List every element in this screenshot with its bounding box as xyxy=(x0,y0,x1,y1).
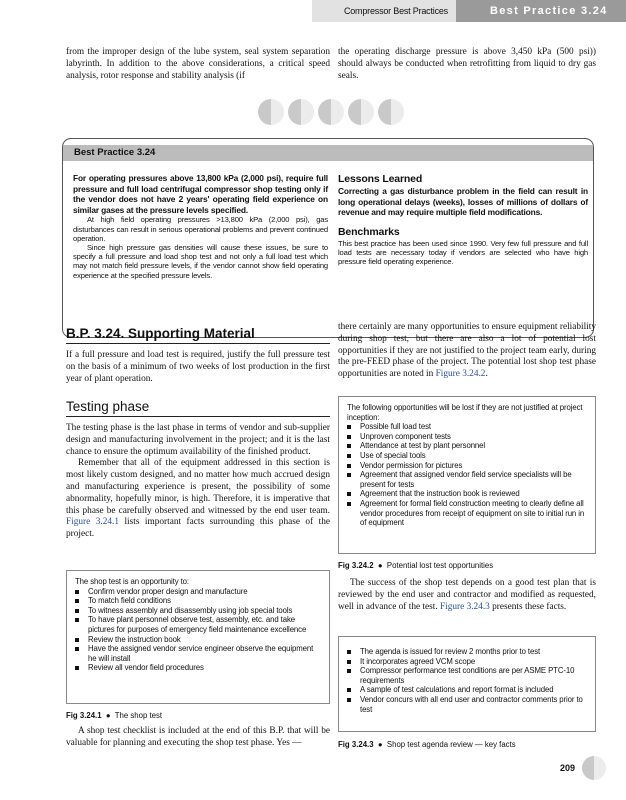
list-item xyxy=(347,441,587,451)
list-item xyxy=(347,470,587,489)
list-item-text: Vendor concurs with all end user and contractor comments prior to test xyxy=(360,694,583,714)
lessons-learned-text: Correcting a gas disturbance problem in the field can result in long operational delays (weeks), losses of millions of dollars of revenue and may require multiple field modifications. xyxy=(338,186,588,218)
bullet-icon xyxy=(347,435,351,439)
list-item-text: Review the instruction book xyxy=(88,634,181,644)
bullet-icon xyxy=(347,473,351,477)
list-item-text: Have the assigned vendor service engineer observe the equipment he will install xyxy=(88,644,314,663)
right-paragraph-2-text: The success of the shop test depends on a good test plan that is reviewed by the end user and contractor and modified as requested, well in advance of the test. xyxy=(338,578,596,612)
lessons-learned-title: Lessons Learned xyxy=(338,173,423,185)
section-label: Best Practice 3.24 xyxy=(456,0,626,22)
testing-paragraph-2-text: Remember that all of the equipment addressed in this section is most likely custom designed, and no matter how much accrued design and manufacturing experience is present, the possibility of some abnormality, hopefully minor, is high. Therefore, it is imperative that this phase be carefully observed and witnessed by the end user team. xyxy=(66,458,330,516)
list-item xyxy=(347,695,587,714)
best-practice-right-column xyxy=(338,173,588,266)
testing-paragraph-2 xyxy=(66,458,330,541)
bullet-icon xyxy=(347,650,351,654)
supporting-intro-text: If a full pressure and load test is required, justify the full pressure test on the basis of a minimum of two weeks of lost production in the first year of plant operation. xyxy=(66,350,330,384)
top-left-text: from the improper design of the lube system, seal system separation labyrinth. In addition to the above considerations, a critical speed analysis, rotor response and stability analysis (if xyxy=(66,47,330,81)
figure-3-24-3-link[interactable]: Figure 3.24.3 xyxy=(439,601,490,612)
bullet-icon xyxy=(75,599,79,603)
list-item xyxy=(75,635,321,645)
right-paragraph-1-tail: . xyxy=(485,369,488,380)
bullet-icon xyxy=(347,464,351,468)
list-item-text: Possible full load test xyxy=(360,422,431,432)
figure-3-24-3-number: Fig 3.24.3 xyxy=(338,740,374,749)
bullet-icon xyxy=(347,425,351,429)
list-item-text: Agreement that the instruction book is reviewed xyxy=(360,489,520,499)
list-item xyxy=(347,461,587,471)
list-item xyxy=(347,489,587,499)
decorative-circle-4 xyxy=(348,99,374,125)
list-item xyxy=(347,666,587,685)
list-item xyxy=(75,606,321,616)
figure-3-24-2-list xyxy=(347,422,587,528)
figure-3-24-2-box xyxy=(338,396,596,554)
list-item-text: Review all vendor field procedures xyxy=(88,663,204,673)
page-number: 209 xyxy=(560,763,576,773)
best-practice-left-column xyxy=(73,173,328,280)
bullet-icon xyxy=(347,688,351,692)
figure-3-24-2-title: Potential lost test opportunities xyxy=(386,561,494,570)
list-item-text: Compressor performance test conditions are per ASME PTC-10 requirements xyxy=(360,666,575,685)
bullet-icon xyxy=(347,454,351,458)
right-paragraph-2 xyxy=(338,578,596,613)
bullet-icon xyxy=(75,609,79,613)
list-item-text: Agreement for formal field construction meeting to clearly define all vendor procedures from receipt of equipment on site to initial run in of equipment xyxy=(360,498,585,528)
bullet-icon xyxy=(347,669,351,673)
benchmarks-title: Benchmarks xyxy=(338,225,400,238)
decorative-circle-2 xyxy=(288,99,314,125)
list-item xyxy=(75,615,321,634)
top-right-text: the operating discharge pressure is above 3,450 kPa (500 psi)) should always be conducted when retrofitting from liquid to dry gas seals. xyxy=(338,47,596,81)
testing-phase-body xyxy=(66,423,330,541)
benchmarks-text: This best practice has been used since 1990. Very few full pressure and full load tests are necessary today if vendors are selected who have high pressure field operating experience. xyxy=(338,238,588,267)
figure-3-24-1-link[interactable]: Figure 3.24.1 xyxy=(66,517,119,528)
figure-3-24-2-intro: The following opportunities will be lost if they are not justified at project inception: xyxy=(347,403,583,422)
list-item xyxy=(347,499,587,528)
list-item-text: Vendor permission for pictures xyxy=(360,460,463,470)
figure-3-24-2-link[interactable]: Figure 3.24.2 xyxy=(435,369,486,380)
figure-3-24-3-title: Shop test agenda review — key facts xyxy=(386,740,516,749)
top-left-paragraph xyxy=(66,47,330,82)
list-item-text: To have plant personnel observe test, assembly, etc. and take pictures for purposes of emergency field maintenance excellence xyxy=(88,615,307,634)
decorative-circle-1 xyxy=(258,99,284,125)
right-column-paragraph-1 xyxy=(338,322,596,381)
figure-3-24-1-caption: Fig 3.24.1 ● The shop test xyxy=(66,711,163,720)
bullet-icon xyxy=(75,618,79,622)
list-item-text: The agenda is issued for review 2 months prior to test xyxy=(360,647,541,656)
list-item-text: A sample of test calculations and report format is included xyxy=(360,685,554,695)
best-practice-para1: At high field operating pressures >13,800 kPa (2,000 psi), gas disturbances can result in serious operational problems and prevent continued operation. xyxy=(73,215,328,243)
bullet-icon xyxy=(75,638,79,642)
figure-3-24-2-caption: Fig 3.24.2 ● Potential lost test opportunities xyxy=(338,561,494,570)
bullet-icon xyxy=(347,492,351,496)
figure-3-24-3-box xyxy=(338,636,596,732)
decorative-circle-3 xyxy=(318,99,344,125)
decorative-circle-5 xyxy=(378,99,404,125)
list-item xyxy=(347,647,587,657)
list-item-text: Agreement that assigned vendor field service specialists will be present for tests xyxy=(360,470,572,489)
testing-paragraph-1: The testing phase is the last phase in terms of vendor and sub-supplier design and manufacturing involvement in the project; and it is the last chance to ensure the optimum availability of the finished product. xyxy=(66,423,330,457)
bullet-icon xyxy=(347,698,351,702)
checklist-paragraph xyxy=(66,726,330,750)
figure-3-24-1-list xyxy=(75,587,321,673)
supporting-intro xyxy=(66,350,330,385)
list-item xyxy=(75,596,321,606)
best-practice-title: Best Practice 3.24 xyxy=(63,145,593,161)
figure-3-24-1-intro: The shop test is an opportunity to: xyxy=(75,577,189,586)
testing-paragraph-2-tail: lists important facts surrounding this phase of the project. xyxy=(66,517,330,540)
list-item-text: Confirm vendor proper design and manufacture xyxy=(88,586,248,596)
list-item xyxy=(347,451,587,461)
right-column-paragraph-2 xyxy=(338,578,596,613)
bullet-icon xyxy=(347,444,351,448)
testing-phase-title: Testing phase xyxy=(66,398,330,417)
right-paragraph-1-text: there certainly are many opportunities to ensure equipment reliability during shop test, but there are also a lot of potential lost opportunities if they are not justified to the project team early, during the pre-FEED phase of the project. The potential lost shop test phase opportunities are noted in xyxy=(338,322,596,380)
list-item xyxy=(347,657,587,667)
bullet-icon xyxy=(347,502,351,506)
figure-3-24-2-number: Fig 3.24.2 xyxy=(338,561,374,570)
right-paragraph-2-tail: presents these facts. xyxy=(492,601,567,612)
list-item-text: To witness assembly and disassembly using job special tools xyxy=(88,605,293,615)
best-practice-lead: For operating pressures above 13,800 kPa (2,000 psi), require full pressure and full load centrifugal compressor shop testing only if the vendor does not have 2 years' operating field experience on similar gases at the pressure levels specified. xyxy=(73,173,328,215)
running-title: Compressor Best Practices xyxy=(312,0,456,22)
list-item xyxy=(347,422,587,432)
list-item-text: Attendance at test by plant personnel xyxy=(360,441,486,451)
list-item-text: Unproven component tests xyxy=(360,431,451,441)
right-paragraph-1 xyxy=(338,322,596,381)
checklist-text: A shop test checklist is included at the end of this B.P. that will be valuable for planning and executing the shop test phase. Yes — xyxy=(66,726,330,748)
bullet-icon xyxy=(75,666,79,670)
list-item-text: To match field conditions xyxy=(88,596,171,606)
supporting-material-title: B.P. 3.24. Supporting Material xyxy=(66,325,330,344)
figure-3-24-3-caption: Fig 3.24.3 ● Shop test agenda review — key facts xyxy=(338,740,516,749)
figure-3-24-1-number: Fig 3.24.1 xyxy=(66,711,102,720)
list-item xyxy=(75,663,321,673)
bullet-icon xyxy=(347,660,351,664)
top-right-paragraph xyxy=(338,47,596,82)
list-item xyxy=(347,432,587,442)
figure-3-24-1-title: The shop test xyxy=(114,711,163,720)
bullet-icon xyxy=(75,590,79,594)
page-decorative-circle xyxy=(582,756,606,780)
best-practice-para2: Since high pressure gas densities will cause these issues, be sure to specify a full pressure and load shop test and not only a full load test which may not match field pressure levels, if the vendor cannot show field operating experience at the specified pressure levels. xyxy=(73,242,328,280)
bullet-icon xyxy=(75,647,79,651)
list-item xyxy=(347,685,587,695)
list-item-text: It incorporates agreed VCM scope xyxy=(360,656,476,666)
figure-3-24-3-list xyxy=(347,647,587,714)
figure-3-24-1-box xyxy=(66,570,330,704)
list-item-text: Use of special tools xyxy=(360,450,426,460)
list-item xyxy=(75,587,321,597)
list-item xyxy=(75,644,321,663)
